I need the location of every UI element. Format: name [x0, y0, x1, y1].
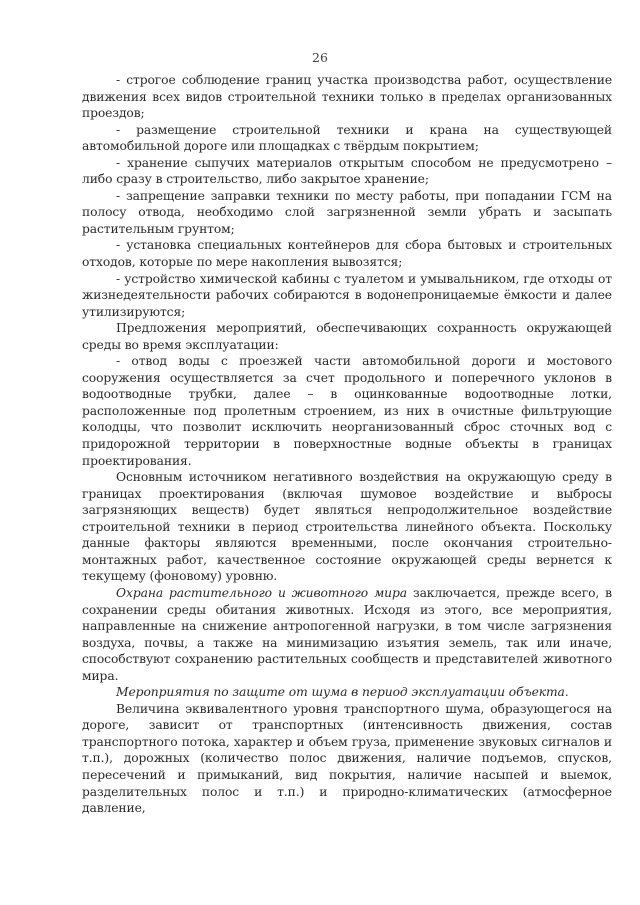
paragraph: [82, 188, 612, 238]
paragraph: [82, 320, 612, 353]
paragraph-text: Величина эквивалентного уровня транспортного шума, образующегося на дороге, зависит от транспортных (интенсивность движения, состав транспортного потока, характер и объем груза, применение звуковых сигналов и т.п.), дорожных (количество полос движения, наличие подъемов, спусков, пересечений и примыканий, вид покрытия, наличие насыпей и выемок, разделительных полос и т.п.) и природно-климатических (атмосферное давление,: [82, 701, 612, 816]
paragraph-text: Основным источником негативного воздействия на окружающую среду в границах проектирования (включая шумовое воздействие и выбросы загрязняющих веществ) будет являться непродолжительное воздействие строительной техники в период строительства линейного объекта. Поскольку данные факторы являются временными, после окончания строительно-монтажных работ, качественное состояние окружающей среды вернется к текущему (фоновому) уровню.: [82, 470, 612, 584]
paragraph: [82, 122, 612, 155]
body-text: [82, 72, 612, 817]
paragraph-text: - хранение сыпучих материалов открытым способом не предусмотрено – либо сразу в строительство, либо закрытое хранение;: [82, 155, 612, 187]
italic-heading: Мероприятия по защите от шума в период эксплуатации объекта.: [116, 685, 569, 700]
paragraph-text: - устройство химической кабины с туалетом и умывальником, где отходы от жизнедеятельности рабочих собираются в водонепроницаемые ёмкости и далее утилизируются;: [82, 271, 612, 319]
paragraph-text: - строгое соблюдение границ участка производства работ, осуществление движения всех видов строительной техники только в пределах организованных проездов;: [82, 73, 612, 121]
paragraph-text: - размещение строительной техники и крана на существующей автомобильной дороге или площадках с твёрдым покрытием;: [82, 122, 612, 154]
italic-lead: Охрана растительного и животного мира: [116, 585, 407, 600]
paragraph: [82, 155, 612, 188]
paragraph: [82, 72, 612, 122]
paragraph-text: - отвод воды с проезжей части автомобильной дороги и мостового сооружения осуществляется за счет продольного и поперечного уклонов в водоотводные трубки, далее – в оцинкованные водоотводные лотки, расположенные под пролетным строением, из них в очистные фильтрующие колодцы, что позволит исключить неорганизованный сброс сточных вод с придорожной территории в поверхностные водные объекты в границах проектирования.: [82, 354, 612, 468]
paragraph: [82, 353, 612, 469]
page-number: 26: [312, 50, 328, 65]
paragraph: [82, 469, 612, 585]
paragraph: [82, 684, 612, 701]
paragraph-text: - запрещение заправки техники по месту работы, при попадании ГСМ на полосу отвода, необходимо слой загрязненной земли убрать и засыпать растительным грунтом;: [82, 188, 612, 236]
paragraph: [82, 701, 612, 817]
paragraph-text: заключается, прежде всего, в сохранении среды обитания животных. Исходя из этого, все мероприятия, направленные на снижение антропогенной нагрузки, в том числе загрязнения воздуха, почвы, а также на минимизацию изъятия земель, так или иначе, способствуют сохранению растительных сообществ и представителей животного мира.: [82, 585, 612, 683]
paragraph: [82, 237, 612, 270]
paragraph: [82, 585, 612, 684]
paragraph-text: Предложения мероприятий, обеспечивающих сохранность окружающей среды во время эксплуатации:: [82, 321, 612, 352]
paragraph: [82, 271, 612, 321]
paragraph-text: - установка специальных контейнеров для сбора бытовых и строительных отходов, которые по мере накопления вывозятся;: [82, 238, 612, 270]
